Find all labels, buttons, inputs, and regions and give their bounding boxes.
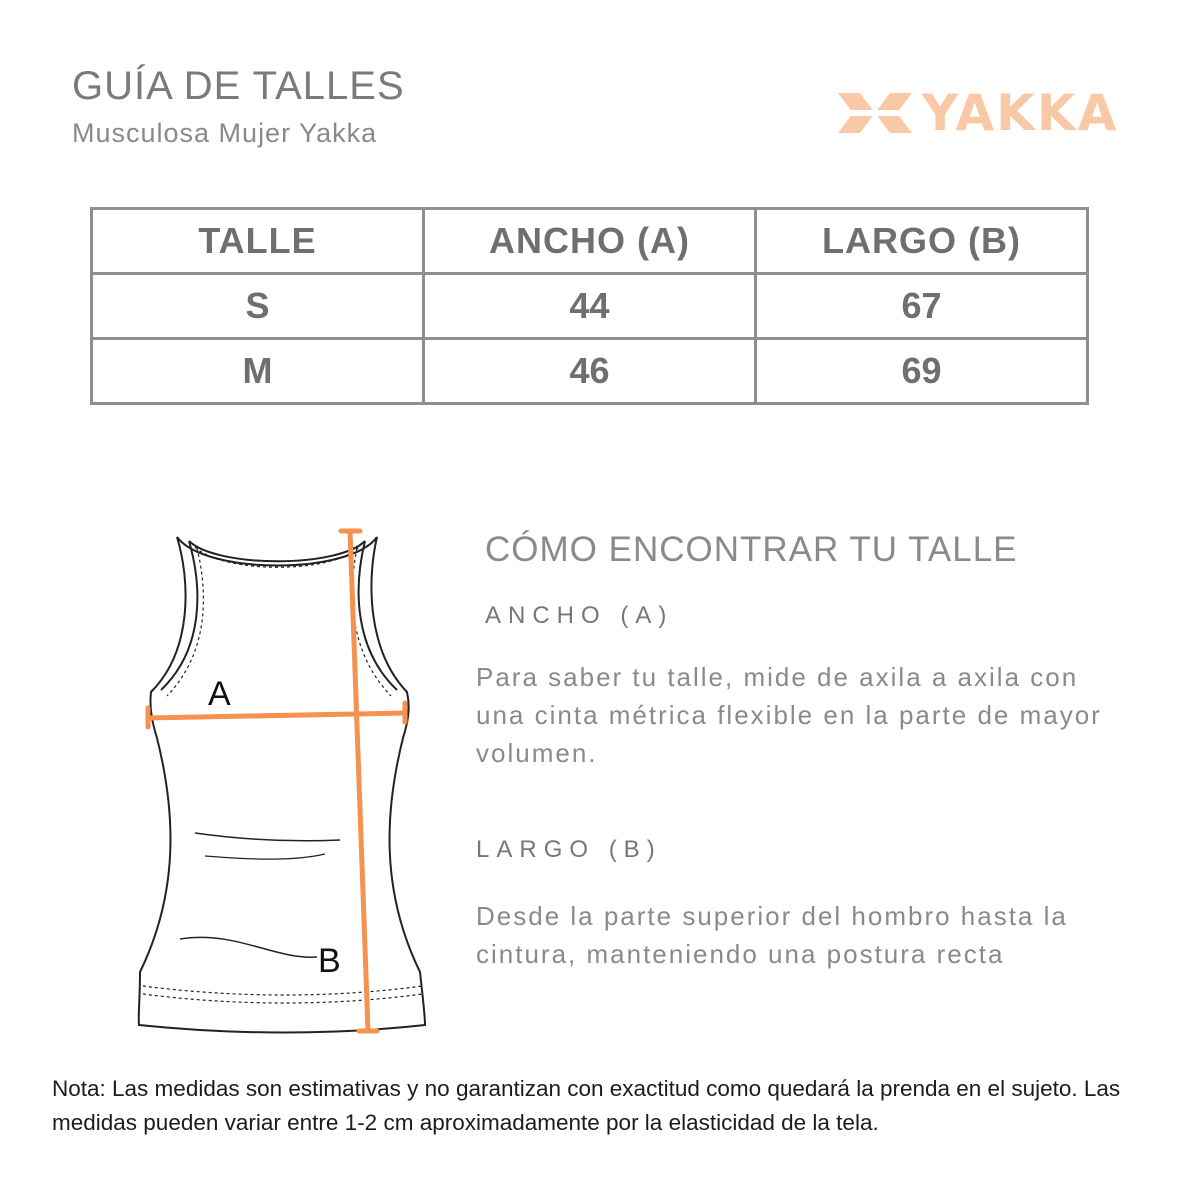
brand-logo — [838, 84, 1133, 142]
size-table — [90, 207, 1089, 405]
width-section-label: ANCHO (A) — [485, 602, 674, 629]
tank-top-outline-icon — [139, 537, 425, 1033]
page-title: GUÍA DE TALLES — [72, 64, 405, 108]
table-cell-size: M — [92, 339, 424, 404]
table-row — [92, 339, 1088, 404]
table-cell-width: 46 — [424, 339, 756, 404]
disclaimer-note: Nota: Las medidas son estimativas y no garantizan con exactitud como quedará la prenda en el sujeto. Las medidas pueden variar entre 1-2 cm aproximadamente por la elasticidad de la tela. — [52, 1076, 1121, 1135]
table-cell-length: 67 — [756, 274, 1088, 339]
page-subtitle: Musculosa Mujer Yakka — [72, 118, 378, 148]
how-to-title: CÓMO ENCONTRAR TU TALLE — [485, 530, 1018, 569]
column-header-talle: TALLE — [92, 209, 424, 274]
logo-x-mark-icon — [838, 88, 912, 138]
table-cell-size: S — [92, 274, 424, 339]
width-instructions: Para saber tu talle, mide de axila a axila con una cinta métrica flexible en la parte de mayor volumen. — [476, 662, 1102, 768]
tank-top-diagram — [135, 520, 430, 1045]
label-b: B — [318, 942, 341, 980]
length-section-label: LARGO (B) — [476, 836, 662, 863]
table-header-row — [92, 209, 1088, 274]
column-header-ancho: ANCHO (A) — [424, 209, 756, 274]
table-cell-length: 69 — [756, 339, 1088, 404]
table-row — [92, 274, 1088, 339]
column-header-largo: LARGO (B) — [756, 209, 1088, 274]
logo-wordmark: YAKKA — [922, 84, 1119, 142]
label-a: A — [208, 675, 231, 713]
length-instructions: Desde la parte superior del hombro hasta la cintura, manteniendo una postura recta — [476, 901, 1068, 969]
measurement-lines — [148, 531, 405, 1031]
table-cell-width: 44 — [424, 274, 756, 339]
